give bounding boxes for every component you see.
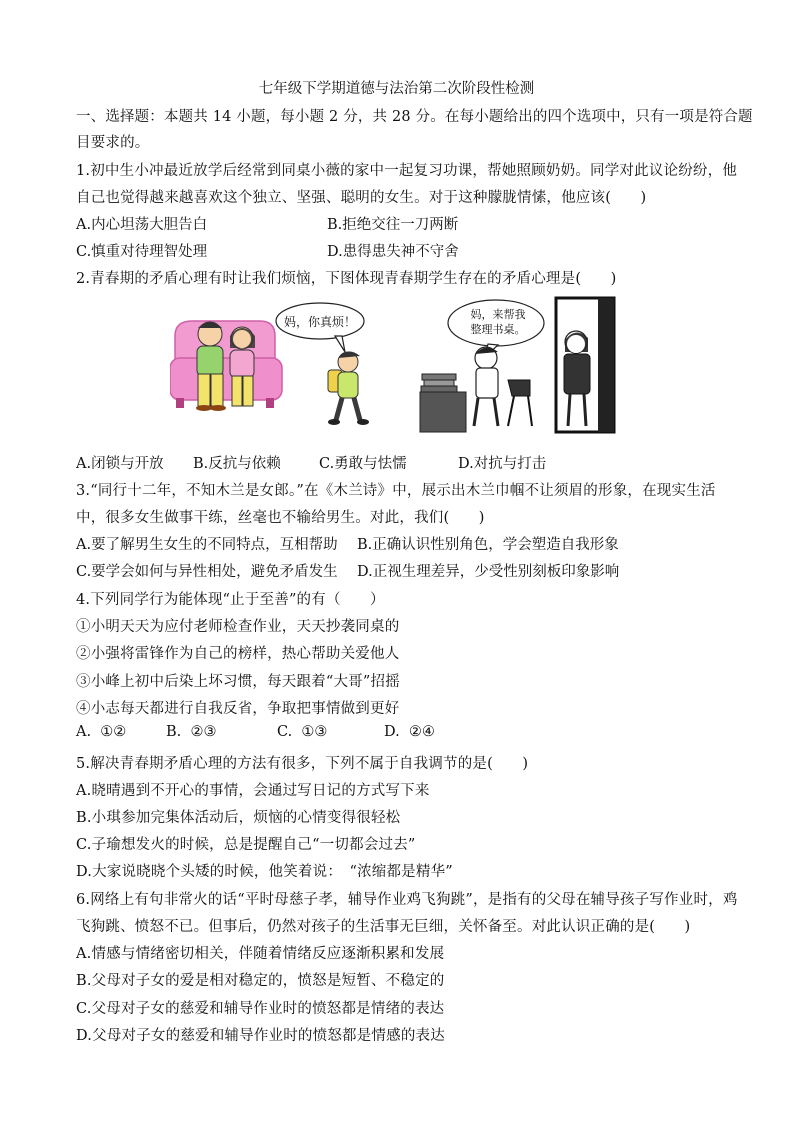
q2-cartoon-left	[170, 296, 390, 436]
q1-stem-line1: 1.初中生小冲最近放学后经常到同桌小薇的家中一起复习功课，帮她照顾奶奶。同学对此议论纷纷，他	[76, 163, 738, 179]
q6-stem-line2: 飞狗跳、愤怒不已。但事后，仍然对孩子的生活事无巨细，关怀备至。对此认识正确的是( )	[76, 919, 691, 935]
q4-statement-4: ④小志每天都进行自我反省，争取把事情做到更好	[76, 701, 400, 717]
q3-option-b: B.正确认识性别角色，学会塑造自我形象	[357, 537, 619, 553]
q2-bubble-right-line1: 妈，来帮我	[470, 308, 526, 321]
q4-stem: 4.下列同学行为能体现“止于至善”的有（ ）	[76, 592, 385, 608]
q1-option-d: D.患得患失神不守舍	[327, 244, 459, 260]
q1-option-b: B.拒绝交往一刀两断	[327, 217, 459, 233]
q1-option-a: A.内心坦荡大胆告白	[76, 217, 208, 233]
q1-stem-line2: 自己也觉得越来越喜欢这个独立、坚强、聪明的女生。对于这种朦胧情愫，他应该( )	[76, 190, 647, 206]
q2-stem: 2.青春期的矛盾心理有时让我们烦恼，下图体现青春期学生存在的矛盾心理是( )	[76, 271, 617, 287]
q6-option-a: A.情感与情绪密切相关，伴随着情绪反应逐渐积累和发展	[76, 946, 445, 962]
section-instructions-line2: 目要求的。	[76, 135, 150, 151]
q5-option-a: A.晓晴遇到不开心的事情，会通过写日记的方式写下来	[76, 783, 430, 799]
q2-cartoon-right	[418, 296, 618, 434]
q2-bubble-left: 妈，你真烦！	[283, 315, 357, 329]
q1-option-c: C.慎重对待理智处理	[76, 244, 208, 260]
q6-option-b: B.父母对子女的爱是相对稳定的，愤怒是短暂、不稳定的	[76, 973, 445, 989]
q6-option-d: D.父母对子女的慈爱和辅导作业时的愤怒都是情感的表达	[76, 1028, 445, 1044]
q4-option-b: B. ②③	[166, 724, 217, 740]
q4-option-d: D. ②④	[384, 724, 435, 740]
q3-option-d: D.正视生理差异，少受性别刻板印象影响	[357, 564, 620, 580]
q3-stem-line2: 中，很多女生做事干练，丝毫也不输给男生。对此，我们( )	[76, 510, 485, 526]
q4-statement-2: ②小强将雷锋作为自己的榜样，热心帮助关爱他人	[76, 646, 400, 662]
q3-option-c: C.要学会如何与异性相处，避免矛盾发生	[76, 564, 338, 580]
q3-option-a: A.要了解男生女生的不同特点，互相帮助	[76, 537, 338, 553]
q3-stem-line1: 3.“同行十二年，不知木兰是女郎。”在《木兰诗》中，展示出木兰巾帼不让须眉的形象，在现实生活	[76, 483, 716, 499]
q2-bubble-right-line2: 整理书桌。	[470, 323, 526, 336]
q5-option-b: B.小琪参加完集体活动后，烦恼的心情变得很轻松	[76, 810, 401, 826]
q4-statement-3: ③小峰上初中后染上坏习惯，每天跟着“大哥”招摇	[76, 674, 400, 690]
page-title: 七年级下学期道德与法治第二次阶段性检测	[258, 81, 535, 97]
q6-stem-line1: 6.网络上有句非常火的话“平时母慈子孝，辅导作业鸡飞狗跳”，是指有的父母在辅导孩子写作业时，鸡	[76, 892, 738, 908]
section-instructions-line1: 一、选择题：本题共 14 小题，每小题 2 分，共 28 分。在每小题给出的四个选项中，只有一项是符合题	[76, 109, 753, 125]
q2-option-c: C.勇敢与怯懦	[319, 456, 407, 472]
q6-option-c: C.父母对子女的慈爱和辅导作业时的愤怒都是情绪的表达	[76, 1001, 445, 1017]
q5-stem: 5.解决青春期矛盾心理的方法有很多，下列不属于自我调节的是( )	[76, 756, 529, 772]
q4-statement-1: ①小明天天为应付老师检查作业，天天抄袭同桌的	[76, 619, 400, 635]
q4-option-a: A. ①②	[76, 724, 127, 740]
q2-option-d: D.对抗与打击	[458, 456, 547, 472]
q5-option-d: D.大家说晓晓个头矮的时候，他笑着说： “浓缩都是精华”	[76, 864, 453, 880]
q4-option-c: C. ①③	[277, 724, 328, 740]
q2-option-b: B.反抗与依赖	[193, 456, 281, 472]
q2-option-a: A.闭锁与开放	[76, 456, 164, 472]
q5-option-c: C.子瑜想发火的时候，总是提醒自己“一切都会过去”	[76, 837, 416, 853]
